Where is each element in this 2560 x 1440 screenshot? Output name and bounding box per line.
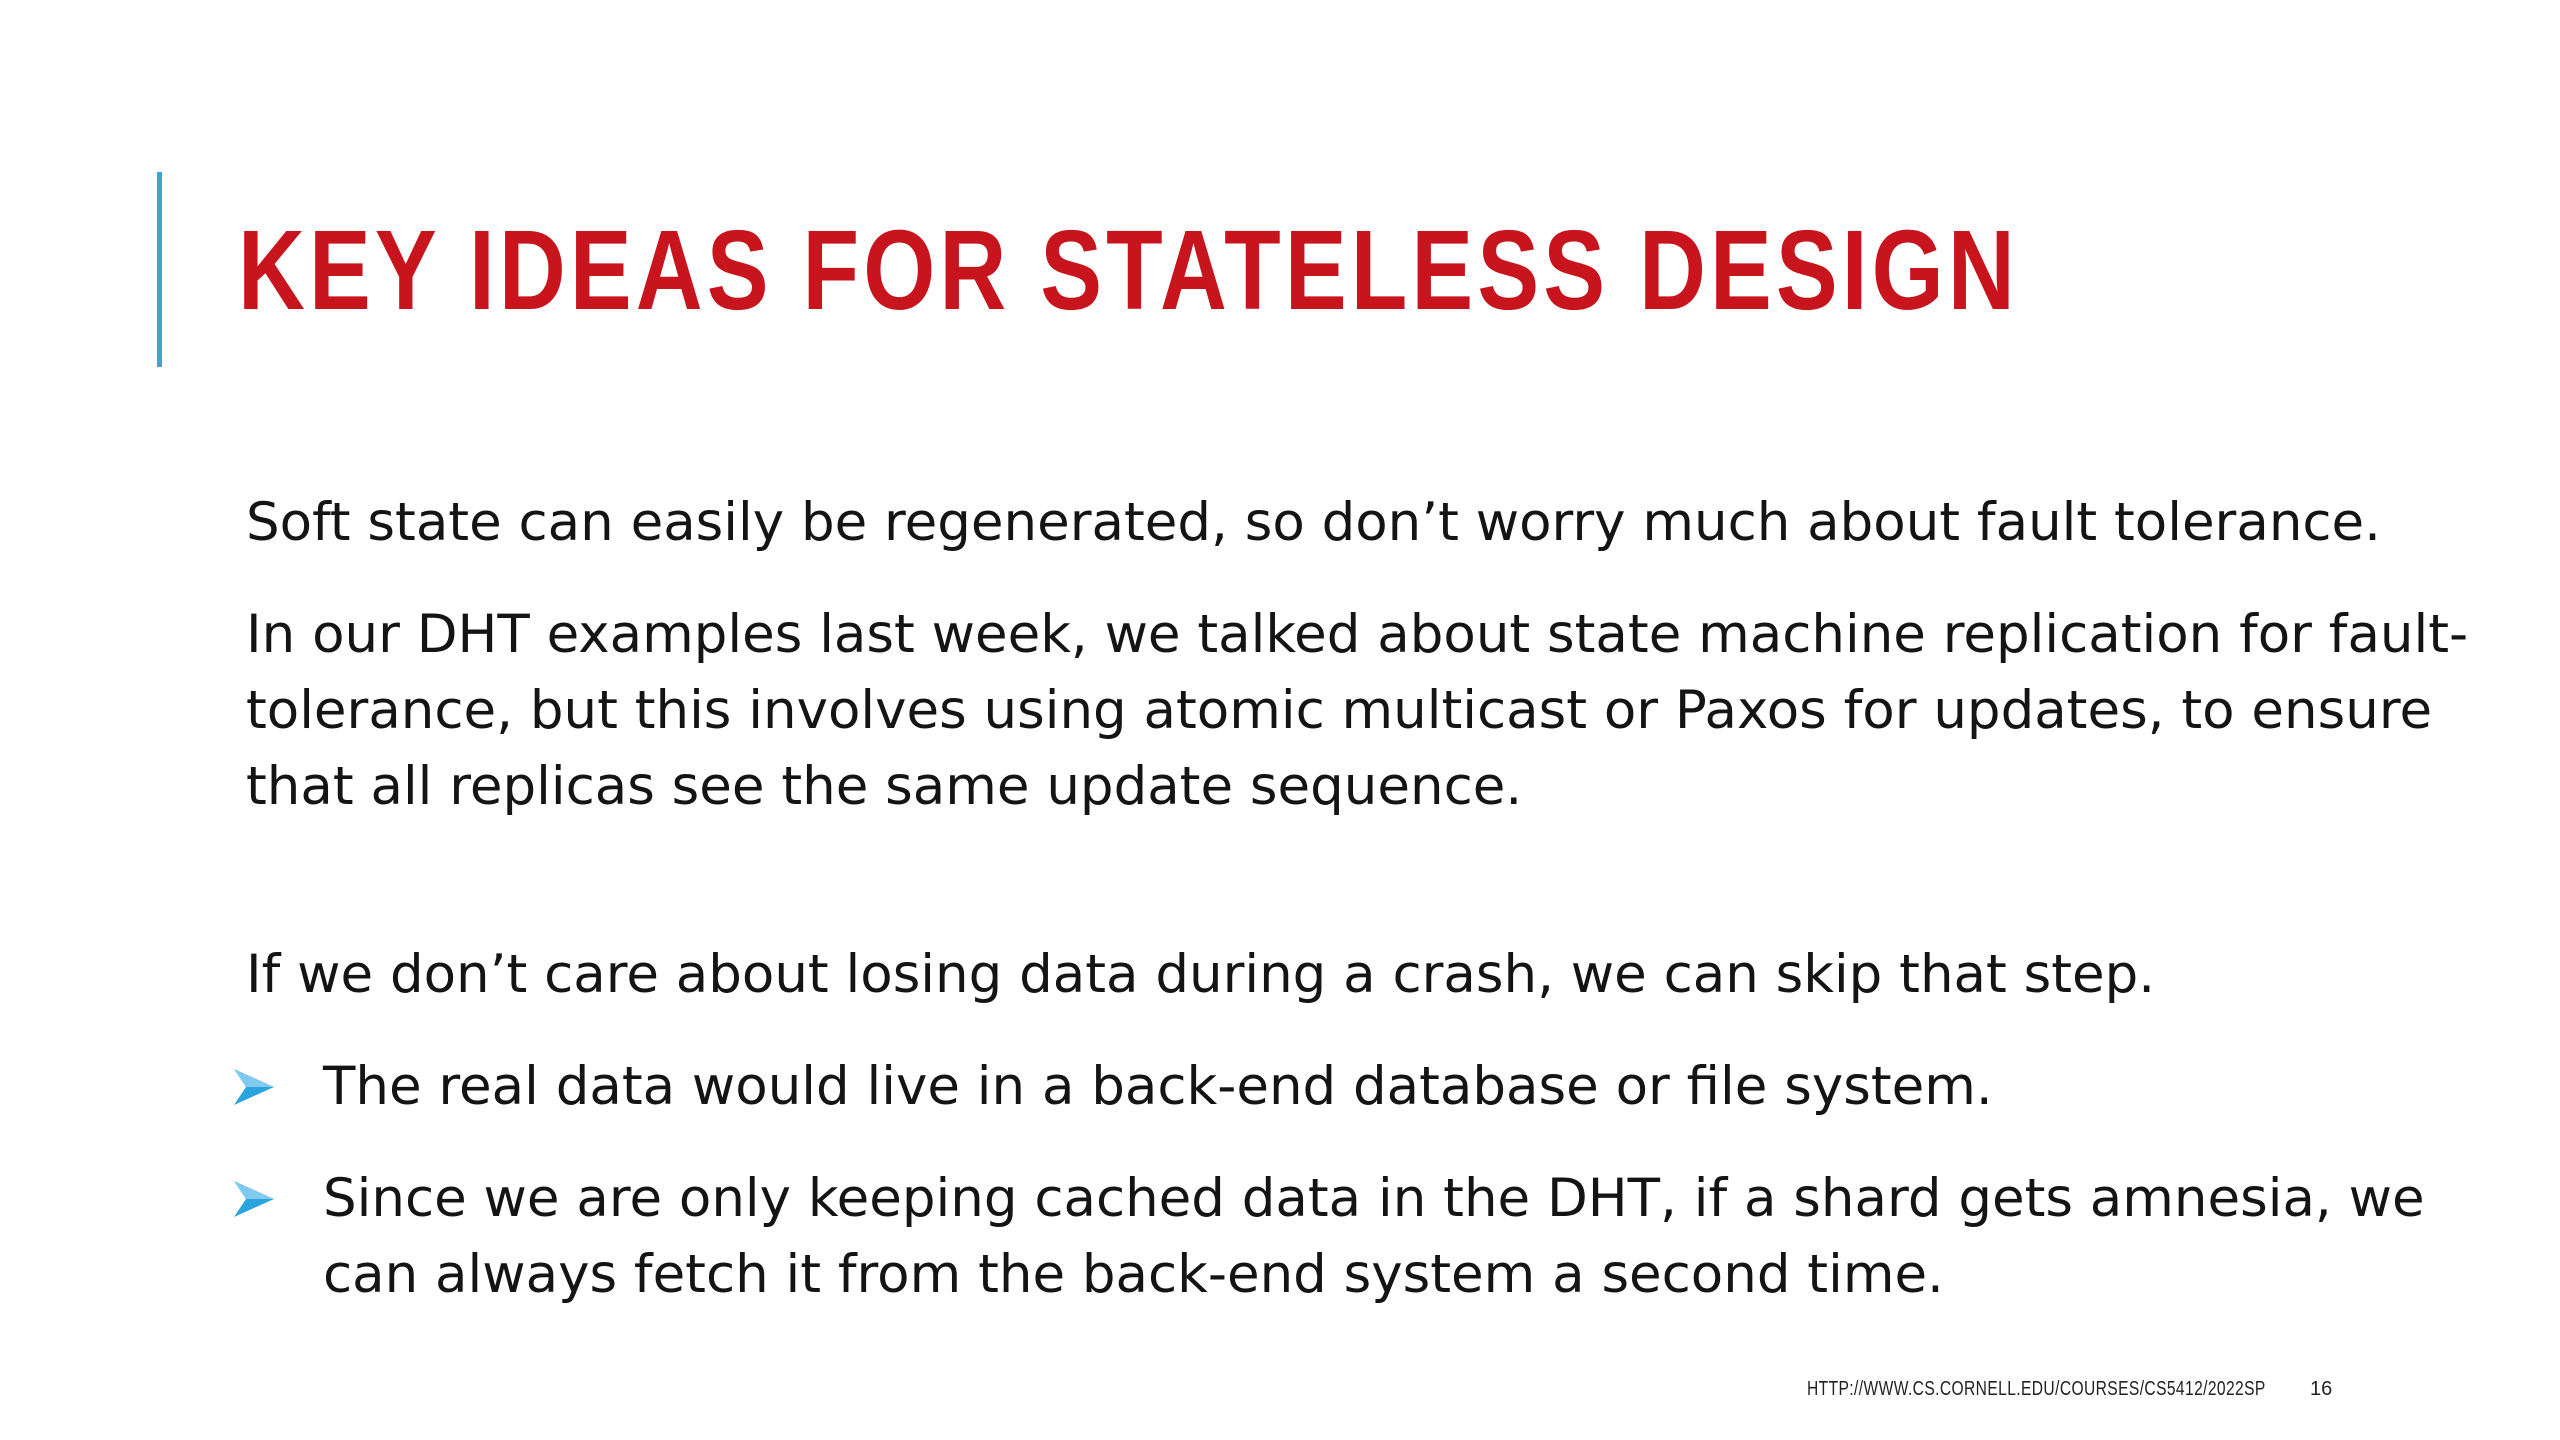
- bullet-item: [246, 1161, 2496, 1313]
- paragraph-skip-step: If we don’t care about losing data during a crash, we can skip that step.: [246, 944, 2156, 1005]
- bullet-list: [246, 1049, 2496, 1313]
- arrow-bullet-icon: [232, 1161, 282, 1237]
- title-accent-bar: [157, 172, 162, 367]
- paragraph-dht-replication: In our DHT examples last week, we talked about state machine replication for fault-tolerance, but this involves using atomic multicast or Paxos for updates, to ensure that all replicas see the same update sequence.: [246, 604, 2469, 817]
- slide-body: [246, 485, 2496, 1349]
- bullet-item: [246, 1049, 2496, 1125]
- footer-url: HTTP://WWW.CS.CORNELL.EDU/COURSES/CS5412/2022SP: [1807, 1378, 2266, 1400]
- slide-title: KEY IDEAS FOR STATELESS DESIGN: [238, 207, 2019, 333]
- page-number: 16: [2310, 1378, 2333, 1400]
- bullet-text: The real data would live in a back-end database or file system.: [323, 1056, 1993, 1117]
- bullet-text: Since we are only keeping cached data in the DHT, if a shard gets amnesia, we can always fetch it from the back-end system a second time.: [323, 1168, 2425, 1305]
- paragraph-soft-state: Soft state can easily be regenerated, so don’t worry much about fault tolerance.: [246, 492, 2382, 553]
- arrow-bullet-icon: [232, 1049, 282, 1125]
